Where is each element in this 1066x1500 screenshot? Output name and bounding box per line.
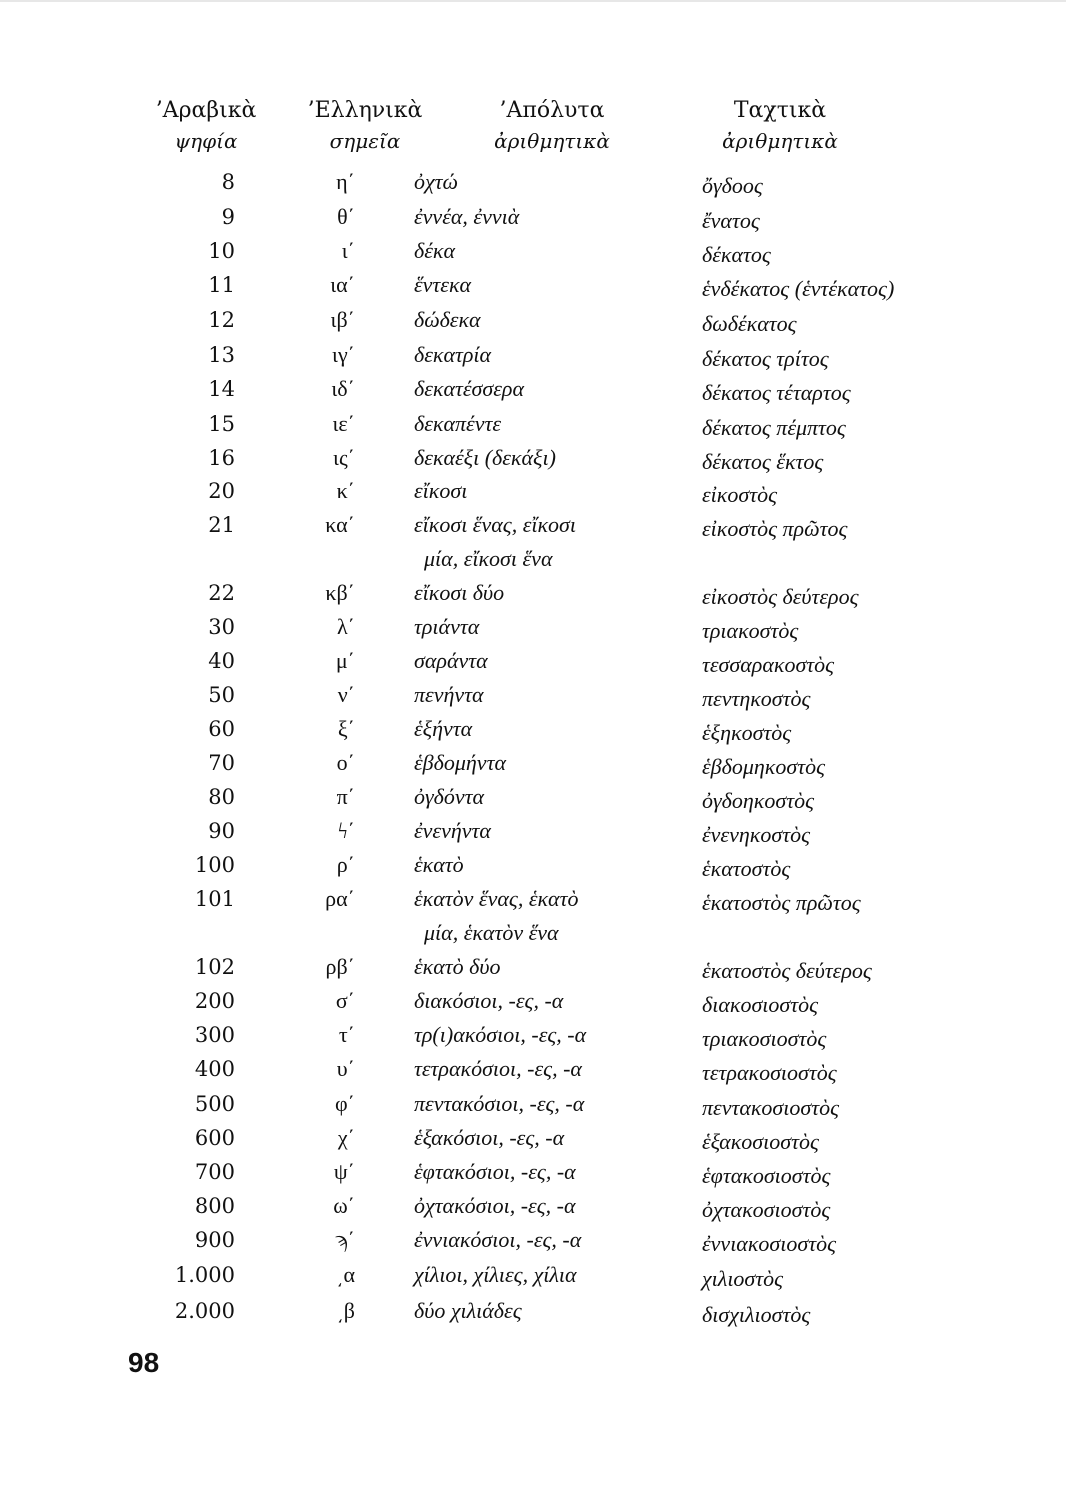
greek-sign-cell: ιδ΄: [331, 376, 355, 401]
page-number: 98: [128, 1347, 160, 1378]
greek-sign-cell: ͵α: [336, 1262, 355, 1287]
cardinal-number-cell: ἑβδομήντα: [414, 750, 506, 775]
header-arabic-digits: [150, 96, 262, 156]
greek-sign-cell: κα΄: [325, 512, 355, 537]
arabic-digit-cell: 101: [194, 887, 235, 911]
arabic-digit-cell: 60: [208, 717, 235, 741]
arabic-digit-cell: 14: [208, 377, 235, 401]
ordinal-number-cell: πεντακοσιοστὸς: [702, 1095, 840, 1120]
arabic-digit-cell: 70: [208, 751, 235, 775]
ordinal-number-cell: ἑξακοσιοστὸς: [702, 1129, 819, 1154]
cardinal-number-cell: ἐννιακόσιοι, -ες, -α: [414, 1227, 582, 1252]
ordinal-number-cell: τεσσαρακοστὸς: [702, 652, 835, 677]
greek-sign-cell: θ΄: [337, 204, 355, 229]
cardinal-number-cell: ἑκατὸν ἕνας, ἑκατὸ: [414, 886, 579, 911]
ordinal-number-cell: ἔνατος: [702, 208, 760, 233]
ordinal-number-cell: ὀγδοηκοστὸς: [702, 788, 815, 813]
greek-sign-cell: χ΄: [337, 1125, 355, 1150]
cardinal-number-cell: χίλιοι, χίλιες, χίλια: [414, 1262, 577, 1287]
cardinal-number-cell: τριάντα: [414, 614, 480, 639]
cardinal-number-cell: δεκατέσσερα: [414, 376, 525, 401]
cardinal-number-cell: ἑξακόσιοι, -ες, -α: [414, 1125, 565, 1150]
cardinal-number-cell: σαράντα: [414, 648, 488, 673]
greek-sign-cell: κ΄: [336, 478, 355, 503]
header-ordinal-line2: ἀριθμητικὰ: [722, 129, 838, 153]
ordinal-number-cell: εἰκοστὸς: [702, 482, 777, 507]
arabic-digit-cell: 1.000: [174, 1263, 235, 1287]
cardinal-number-cell: ἑξήντα: [414, 716, 473, 741]
greek-sign-cell: ξ΄: [337, 716, 355, 741]
ordinal-number-cell: πεντηκοστὸς: [702, 686, 811, 711]
ordinal-number-cell: δωδέκατος: [702, 311, 797, 336]
ordinal-number-cell: τριακοστὸς: [702, 618, 799, 643]
cardinal-number-cell: δέκα: [414, 238, 456, 263]
greek-sign-cell: ψ΄: [333, 1159, 355, 1184]
arabic-digit-cell: 80: [208, 785, 235, 809]
header-arabic-line1: ’Αραβικὰ: [155, 98, 257, 123]
cardinal-number-cell: τετρακόσιοι, -ες, -α: [414, 1056, 582, 1081]
header-greek-signs: [300, 96, 430, 156]
cardinal-number-cell: ἑκατὸ: [414, 852, 464, 877]
cardinal-number-cell: εἴκοσι: [414, 478, 468, 503]
arabic-digit-cell: 300: [194, 1023, 235, 1047]
ordinal-number-cell: ἑξηκοστὸς: [702, 720, 792, 745]
ordinal-number-cell: ἑβδομηκοστὸς: [702, 754, 826, 779]
greek-sign-cell: ις΄: [333, 445, 355, 470]
cardinal-number-cell: δεκατρία: [414, 342, 492, 367]
ordinal-number-cell: δέκατος ἕκτος: [702, 449, 824, 474]
greek-sign-cell: ω΄: [333, 1193, 355, 1218]
greek-sign-cell: μ΄: [335, 648, 355, 673]
arabic-digit-cell: 100: [194, 853, 235, 877]
cardinal-number-cell: ὀγδόντα: [414, 784, 485, 809]
greek-sign-cell: ρα΄: [325, 886, 355, 911]
header-ordinal-numbers: [700, 96, 860, 156]
greek-sign-cell: ιγ΄: [332, 342, 355, 367]
arabic-digit-cell: 90: [208, 819, 235, 843]
cardinal-number-continuation: μία, ἑκατὸν ἕνα: [424, 920, 559, 945]
ordinal-number-cell: χιλιοστὸς: [702, 1266, 784, 1291]
ordinal-number-cell: ἑνδέκατος (ἑντέκατος): [702, 276, 895, 301]
cardinal-number-cell: εἴκοσι ἕνας, εἴκοσι: [414, 512, 577, 537]
greek-sign-cell: ιβ΄: [330, 307, 355, 332]
cardinal-number-cell: ἑκατὸ δύο: [414, 954, 501, 979]
greek-sign-cell: κβ΄: [325, 580, 355, 605]
ordinal-number-cell: εἰκοστὸς πρῶτος: [702, 516, 848, 541]
arabic-digit-cell: 16: [208, 446, 235, 470]
greek-sign-cell: ν΄: [337, 682, 355, 707]
ordinal-number-cell: ἐννιακοσιοστὸς: [702, 1231, 837, 1256]
greek-sign-cell: υ΄: [336, 1056, 355, 1081]
greek-sign-cell: ϟ΄: [337, 818, 355, 843]
greek-sign-cell: ι΄: [341, 238, 355, 263]
greek-sign-cell: ͵β: [336, 1298, 355, 1323]
greek-sign-cell: ο΄: [336, 750, 355, 775]
cardinal-number-cell: ὀχτώ: [414, 169, 458, 194]
cardinal-number-cell: ἐνενήντα: [414, 818, 491, 843]
greek-sign-cell: π΄: [336, 784, 355, 809]
arabic-digit-cell: 2.000: [174, 1299, 235, 1323]
cardinal-number-cell: πεντακόσιοι, -ες, -α: [414, 1091, 585, 1116]
arabic-digit-cell: 21: [208, 513, 235, 537]
cardinal-number-cell: πενήντα: [414, 682, 484, 707]
arabic-digit-cell: 22: [208, 581, 235, 605]
ordinal-number-cell: ὀχτακοσιοστὸς: [702, 1197, 831, 1222]
cardinal-number-cell: διακόσιοι, -ες, -α: [414, 988, 564, 1013]
greek-sign-cell: φ΄: [334, 1091, 355, 1116]
ordinal-number-cell: ὄγδοος: [702, 173, 763, 198]
arabic-digit-cell: 900: [194, 1228, 235, 1252]
header-arabic-line2: ψηφία: [174, 129, 238, 153]
ordinal-number-cell: ἑκατοστὸς: [702, 856, 791, 881]
arabic-digit-cell: 20: [208, 479, 235, 503]
cardinal-number-cell: τρ(ι)ακόσιοι, -ες, -α: [414, 1022, 587, 1047]
cardinal-number-cell: ἑφτακόσιοι, -ες, -α: [414, 1159, 576, 1184]
arabic-digit-cell: 13: [208, 343, 235, 367]
greek-sign-cell: η΄: [336, 169, 355, 194]
greek-sign-cell: ια΄: [330, 272, 355, 297]
arabic-digit-cell: 700: [194, 1160, 235, 1184]
arabic-digit-cell: 500: [194, 1092, 235, 1116]
header-greek-line1: ’Ελληνικὰ: [307, 98, 423, 123]
header-ordinal-line1: Ταχτικὰ: [733, 98, 827, 123]
ordinal-number-cell: δέκατος: [702, 242, 771, 267]
arabic-digit-cell: 400: [194, 1057, 235, 1081]
header-cardinal-line1: ’Απόλυτα: [499, 98, 605, 123]
greek-sign-cell: ρβ΄: [325, 954, 355, 979]
cardinal-number-cell: εἴκοσι δύο: [414, 580, 505, 605]
cardinal-number-cell: δύο χιλιάδες: [414, 1298, 522, 1323]
arabic-digit-cell: 600: [194, 1126, 235, 1150]
arabic-digit-cell: 10: [208, 239, 235, 263]
cardinal-number-cell: δεκαπέντε: [414, 411, 502, 436]
top-rule: [0, 0, 1066, 2]
ordinal-number-cell: δέκατος τέταρτος: [702, 380, 851, 405]
cardinal-number-cell: δεκαέξι (δεκάξι): [414, 445, 556, 470]
ordinal-number-cell: δισχιλιοστὸς: [702, 1302, 811, 1327]
cardinal-number-continuation: μία, εἴκοσι ἕνα: [424, 546, 553, 571]
arabic-digit-cell: 30: [208, 615, 235, 639]
ordinal-number-cell: ἑφτακοσιοστὸς: [702, 1163, 831, 1188]
arabic-digit-cell: 50: [208, 683, 235, 707]
header-greek-line2: σημεῖα: [329, 129, 401, 153]
ordinal-number-cell: δέκατος πέμπτος: [702, 415, 846, 440]
ordinal-number-cell: τετρακοσιοστὸς: [702, 1060, 837, 1085]
arabic-digit-cell: 11: [208, 273, 235, 297]
arabic-digit-cell: 102: [194, 955, 235, 979]
ordinal-number-cell: ἐνενηκοστὸς: [702, 822, 810, 847]
arabic-digit-cell: 8: [221, 170, 235, 194]
arabic-digit-cell: 12: [208, 308, 235, 332]
arabic-digit-cell: 9: [221, 205, 235, 229]
ordinal-number-cell: εἰκοστὸς δεύτερος: [702, 584, 859, 609]
cardinal-number-cell: ἕντεκα: [414, 272, 472, 297]
cardinal-number-cell: ἐννέα, ἐννιὰ: [414, 204, 520, 229]
cardinal-number-cell: ὀχτακόσιοι, -ες, -α: [414, 1193, 576, 1218]
greek-sign-cell: λ΄: [337, 614, 355, 639]
ordinal-number-cell: ἑκατοστὸς δεύτερος: [702, 958, 872, 983]
greek-sign-cell: σ΄: [335, 988, 355, 1013]
greek-sign-cell: τ΄: [338, 1022, 355, 1047]
arabic-digit-cell: 40: [208, 649, 235, 673]
arabic-digit-cell: 200: [194, 989, 235, 1013]
greek-sign-cell: ρ΄: [336, 852, 355, 877]
greek-sign-cell: ιε΄: [332, 411, 355, 436]
header-cardinal-numbers: [462, 96, 642, 156]
header-cardinal-line2: ἀριθμητικὰ: [494, 129, 610, 153]
ordinal-number-cell: ἑκατοστὸς πρῶτος: [702, 890, 861, 915]
ordinal-number-cell: διακοσιοστὸς: [702, 992, 819, 1017]
arabic-digit-cell: 800: [194, 1194, 235, 1218]
arabic-digit-cell: 15: [208, 412, 235, 436]
cardinal-number-cell: δώδεκα: [414, 307, 481, 332]
ordinal-number-cell: τριακοσιοστὸς: [702, 1026, 827, 1051]
greek-sign-cell: ϡ΄: [335, 1227, 355, 1252]
ordinal-number-cell: δέκατος τρίτος: [702, 346, 829, 371]
